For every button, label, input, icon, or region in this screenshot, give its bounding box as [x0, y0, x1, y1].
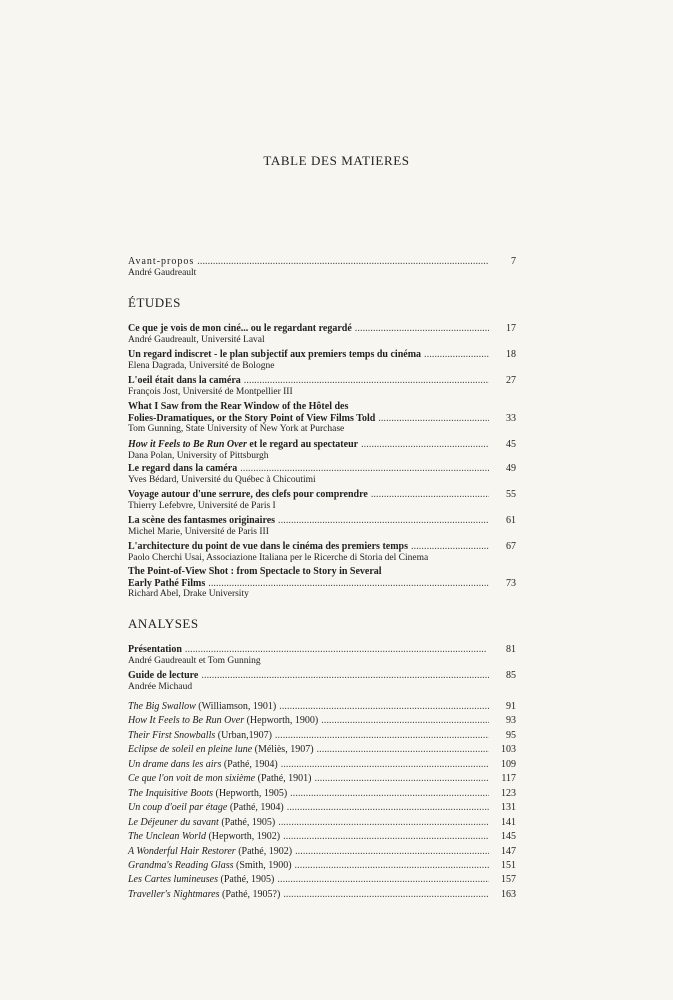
- toc-entry: [128, 644, 516, 667]
- toc-entry: [128, 541, 516, 564]
- leader-dots: [317, 744, 489, 756]
- film-title: Les Cartes lumineuses: [128, 874, 218, 886]
- page-number: 147: [501, 845, 516, 857]
- film-title: A Wonderful Hair Restorer: [128, 845, 236, 857]
- film-title: Grandma's Reading Glass: [128, 859, 234, 871]
- page-number: 33: [506, 412, 516, 424]
- page-number: 163: [501, 888, 516, 900]
- leader-dots: [240, 463, 489, 475]
- entry-author: Dana Polan, University of Pittsburgh: [128, 450, 269, 461]
- entry-title: Ce que je vois de mon ciné... ou le regardant regardé: [128, 323, 352, 334]
- entry-title: Folies-Dramatiques, or the Story Point of View Films Told: [128, 412, 376, 424]
- page-number: 157: [501, 874, 516, 886]
- page-number: 49: [506, 463, 516, 474]
- page-number: 91: [506, 701, 516, 712]
- film-detail: (Hepworth, 1905): [213, 787, 288, 799]
- leader-dots: [295, 846, 489, 858]
- page-number: 7: [511, 256, 516, 267]
- film-title: The Unclean World: [128, 831, 206, 843]
- leader-dots: [287, 802, 489, 814]
- entry-title: et le regard au spectateur: [246, 439, 359, 450]
- page-number: 61: [506, 515, 516, 526]
- page-number: 17: [506, 323, 516, 334]
- toc-entry-avant-propos: [128, 256, 516, 279]
- film-title: Le Déjeuner du savant: [128, 816, 219, 828]
- film-title: Eclipse de soleil en pleine lune: [128, 744, 253, 756]
- entry-author: Elena Dagrada, Université de Bologne: [128, 360, 275, 371]
- page-number: 27: [506, 375, 516, 386]
- film-detail: (Pathé, 1905): [218, 874, 275, 886]
- page-title: TABLE DES MATIERES: [263, 153, 410, 168]
- film-title: Ce que l'on voit de mon sixième: [128, 773, 256, 785]
- film-entry: [128, 788, 516, 800]
- entry-author: Yves Bédard, Université du Québec à Chicoutimi: [128, 474, 316, 485]
- film-entry: [128, 802, 516, 814]
- entry-author: Richard Abel, Drake University: [128, 589, 249, 599]
- page-number: 93: [506, 715, 516, 727]
- leader-dots: [185, 644, 489, 656]
- leader-dots: [378, 413, 489, 425]
- entry-author: Tom Gunning, State University of New York at Purchase: [128, 424, 345, 434]
- leader-dots: [281, 759, 489, 771]
- leader-dots: [279, 701, 489, 713]
- film-entry: [128, 744, 516, 756]
- leader-dots: [283, 831, 489, 843]
- toc-entry: [128, 439, 516, 462]
- film-title: Traveller's Nightmares: [128, 888, 220, 900]
- film-detail: (Pathé, 1904): [221, 758, 278, 770]
- film-detail: (Hepworth, 1900): [244, 715, 319, 727]
- leader-dots: [355, 323, 489, 335]
- leader-dots: [278, 515, 489, 527]
- entry-author: François Jost, Université de Montpellier III: [128, 386, 293, 397]
- section-heading-etudes: ÉTUDES: [128, 295, 181, 310]
- leader-dots: [290, 788, 489, 800]
- film-entry: [128, 817, 516, 829]
- film-entry: [128, 846, 516, 858]
- toc-entry: [128, 489, 516, 512]
- toc-entry: [128, 375, 516, 398]
- leader-dots: [321, 715, 489, 727]
- film-entry: [128, 773, 516, 785]
- entry-title: Voyage autour d'une serrure, des clefs pour comprendre: [128, 489, 368, 500]
- page-number: 81: [506, 644, 516, 655]
- film-entry: [128, 874, 516, 886]
- entry-title-line1: The Point-of-View Shot : from Spectacle to Story in Several: [128, 566, 382, 577]
- film-entry: [128, 715, 516, 727]
- page-number: 45: [506, 439, 516, 450]
- page-number: 145: [501, 831, 516, 843]
- entry-author: Michel Marie, Université de Paris III: [128, 526, 269, 537]
- page-number: 95: [506, 729, 516, 741]
- film-detail: (Pathé, 1902): [235, 845, 293, 857]
- page-number: 117: [501, 773, 516, 785]
- leader-dots: [275, 730, 489, 742]
- film-title: The Inquisitive Boots: [128, 787, 213, 799]
- entry-title: Avant-propos: [128, 256, 195, 267]
- entry-title: Guide de lecture: [128, 670, 199, 681]
- toc-entry: [128, 463, 516, 486]
- toc-line: [128, 256, 516, 268]
- film-title: Un drame dans les airs: [128, 758, 222, 770]
- page-number: 109: [501, 758, 516, 770]
- section-heading-analyses: ANALYSES: [128, 616, 199, 631]
- entry-title-italic: How it Feels to Be Run Over: [128, 439, 247, 450]
- film-title: Their First Snowballs: [128, 729, 216, 741]
- entry-title: Présentation: [128, 644, 182, 655]
- page-number: 141: [501, 816, 516, 828]
- toc-entry: [128, 566, 516, 600]
- film-entry: [128, 759, 516, 771]
- page-number: 85: [506, 670, 516, 681]
- page-number: 67: [506, 541, 516, 552]
- page-number: 55: [506, 489, 516, 500]
- toc-entry: [128, 670, 516, 693]
- film-detail: (Urban,1907): [215, 729, 272, 741]
- entry-author: André Gaudreault et Tom Gunning: [128, 655, 261, 666]
- leader-dots: [361, 439, 489, 451]
- page-number: 131: [501, 802, 516, 814]
- entry-author: André Gaudreault: [128, 267, 197, 278]
- leader-dots: [277, 874, 489, 886]
- leader-dots: [411, 541, 489, 553]
- page-number: 123: [501, 787, 516, 799]
- film-title: Un coup d'oeil par étage: [128, 802, 228, 814]
- film-detail: (Pathé, 1905): [218, 816, 276, 828]
- film-detail: (Smith, 1900): [233, 859, 292, 871]
- entry-title: Early Pathé Films: [128, 577, 206, 589]
- leader-dots: [244, 375, 489, 387]
- leader-dots: [315, 773, 490, 785]
- entry-title: Le regard dans la caméra: [128, 463, 238, 474]
- leader-dots: [278, 817, 489, 829]
- film-entry: [128, 860, 516, 872]
- film-entry: [128, 831, 516, 843]
- entry-title: L'oeil était dans la caméra: [128, 375, 241, 386]
- leader-dots: [201, 670, 489, 682]
- film-entry: [128, 889, 516, 901]
- leader-dots: [283, 889, 489, 901]
- entry-author: Thierry Lefebvre, Université de Paris I: [128, 500, 276, 511]
- page-number: 18: [506, 349, 516, 360]
- film-detail: (Williamson, 1901): [195, 701, 277, 712]
- film-detail: (Méliès, 1907): [252, 744, 314, 756]
- page-number: 103: [501, 744, 516, 756]
- film-title: How It Feels to Be Run Over: [128, 715, 245, 727]
- entry-author: Paolo Cherchi Usai, Associazione Italiana per le Ricerche di Storia del Cinema: [128, 552, 429, 563]
- entry-title: Un regard indiscret - le plan subjectif aux premiers temps du cinéma: [128, 349, 422, 360]
- toc-entry: [128, 515, 516, 538]
- film-detail: (Pathé, 1904): [227, 802, 284, 814]
- film-title: The Big Swallow: [128, 701, 196, 712]
- leader-dots: [371, 489, 489, 501]
- film-detail: (Pathé, 1905?): [219, 888, 281, 900]
- toc-entry: [128, 323, 516, 346]
- toc-entry: [128, 349, 516, 372]
- entry-author: Andrée Michaud: [128, 681, 193, 692]
- entry-title: La scène des fantasmes originaires: [128, 515, 276, 526]
- leader-dots: [424, 349, 489, 361]
- film-detail: (Hepworth, 1902): [205, 831, 281, 843]
- entry-title: L'architecture du point de vue dans le cinéma des premiers temps: [128, 541, 408, 552]
- leader-dots: [295, 860, 489, 872]
- film-entry: [128, 730, 516, 742]
- toc-entry: [128, 401, 516, 435]
- entry-title-line1: What I Saw from the Rear Window of the Hôtel des: [128, 401, 349, 412]
- entry-author: André Gaudreault, Université Laval: [128, 334, 265, 345]
- page-number: 73: [506, 577, 516, 589]
- film-detail: (Pathé, 1901): [255, 773, 312, 785]
- leader-dots: [208, 578, 489, 590]
- leader-dots: [197, 256, 489, 268]
- film-entry: [128, 701, 516, 713]
- page-number: 151: [501, 859, 516, 871]
